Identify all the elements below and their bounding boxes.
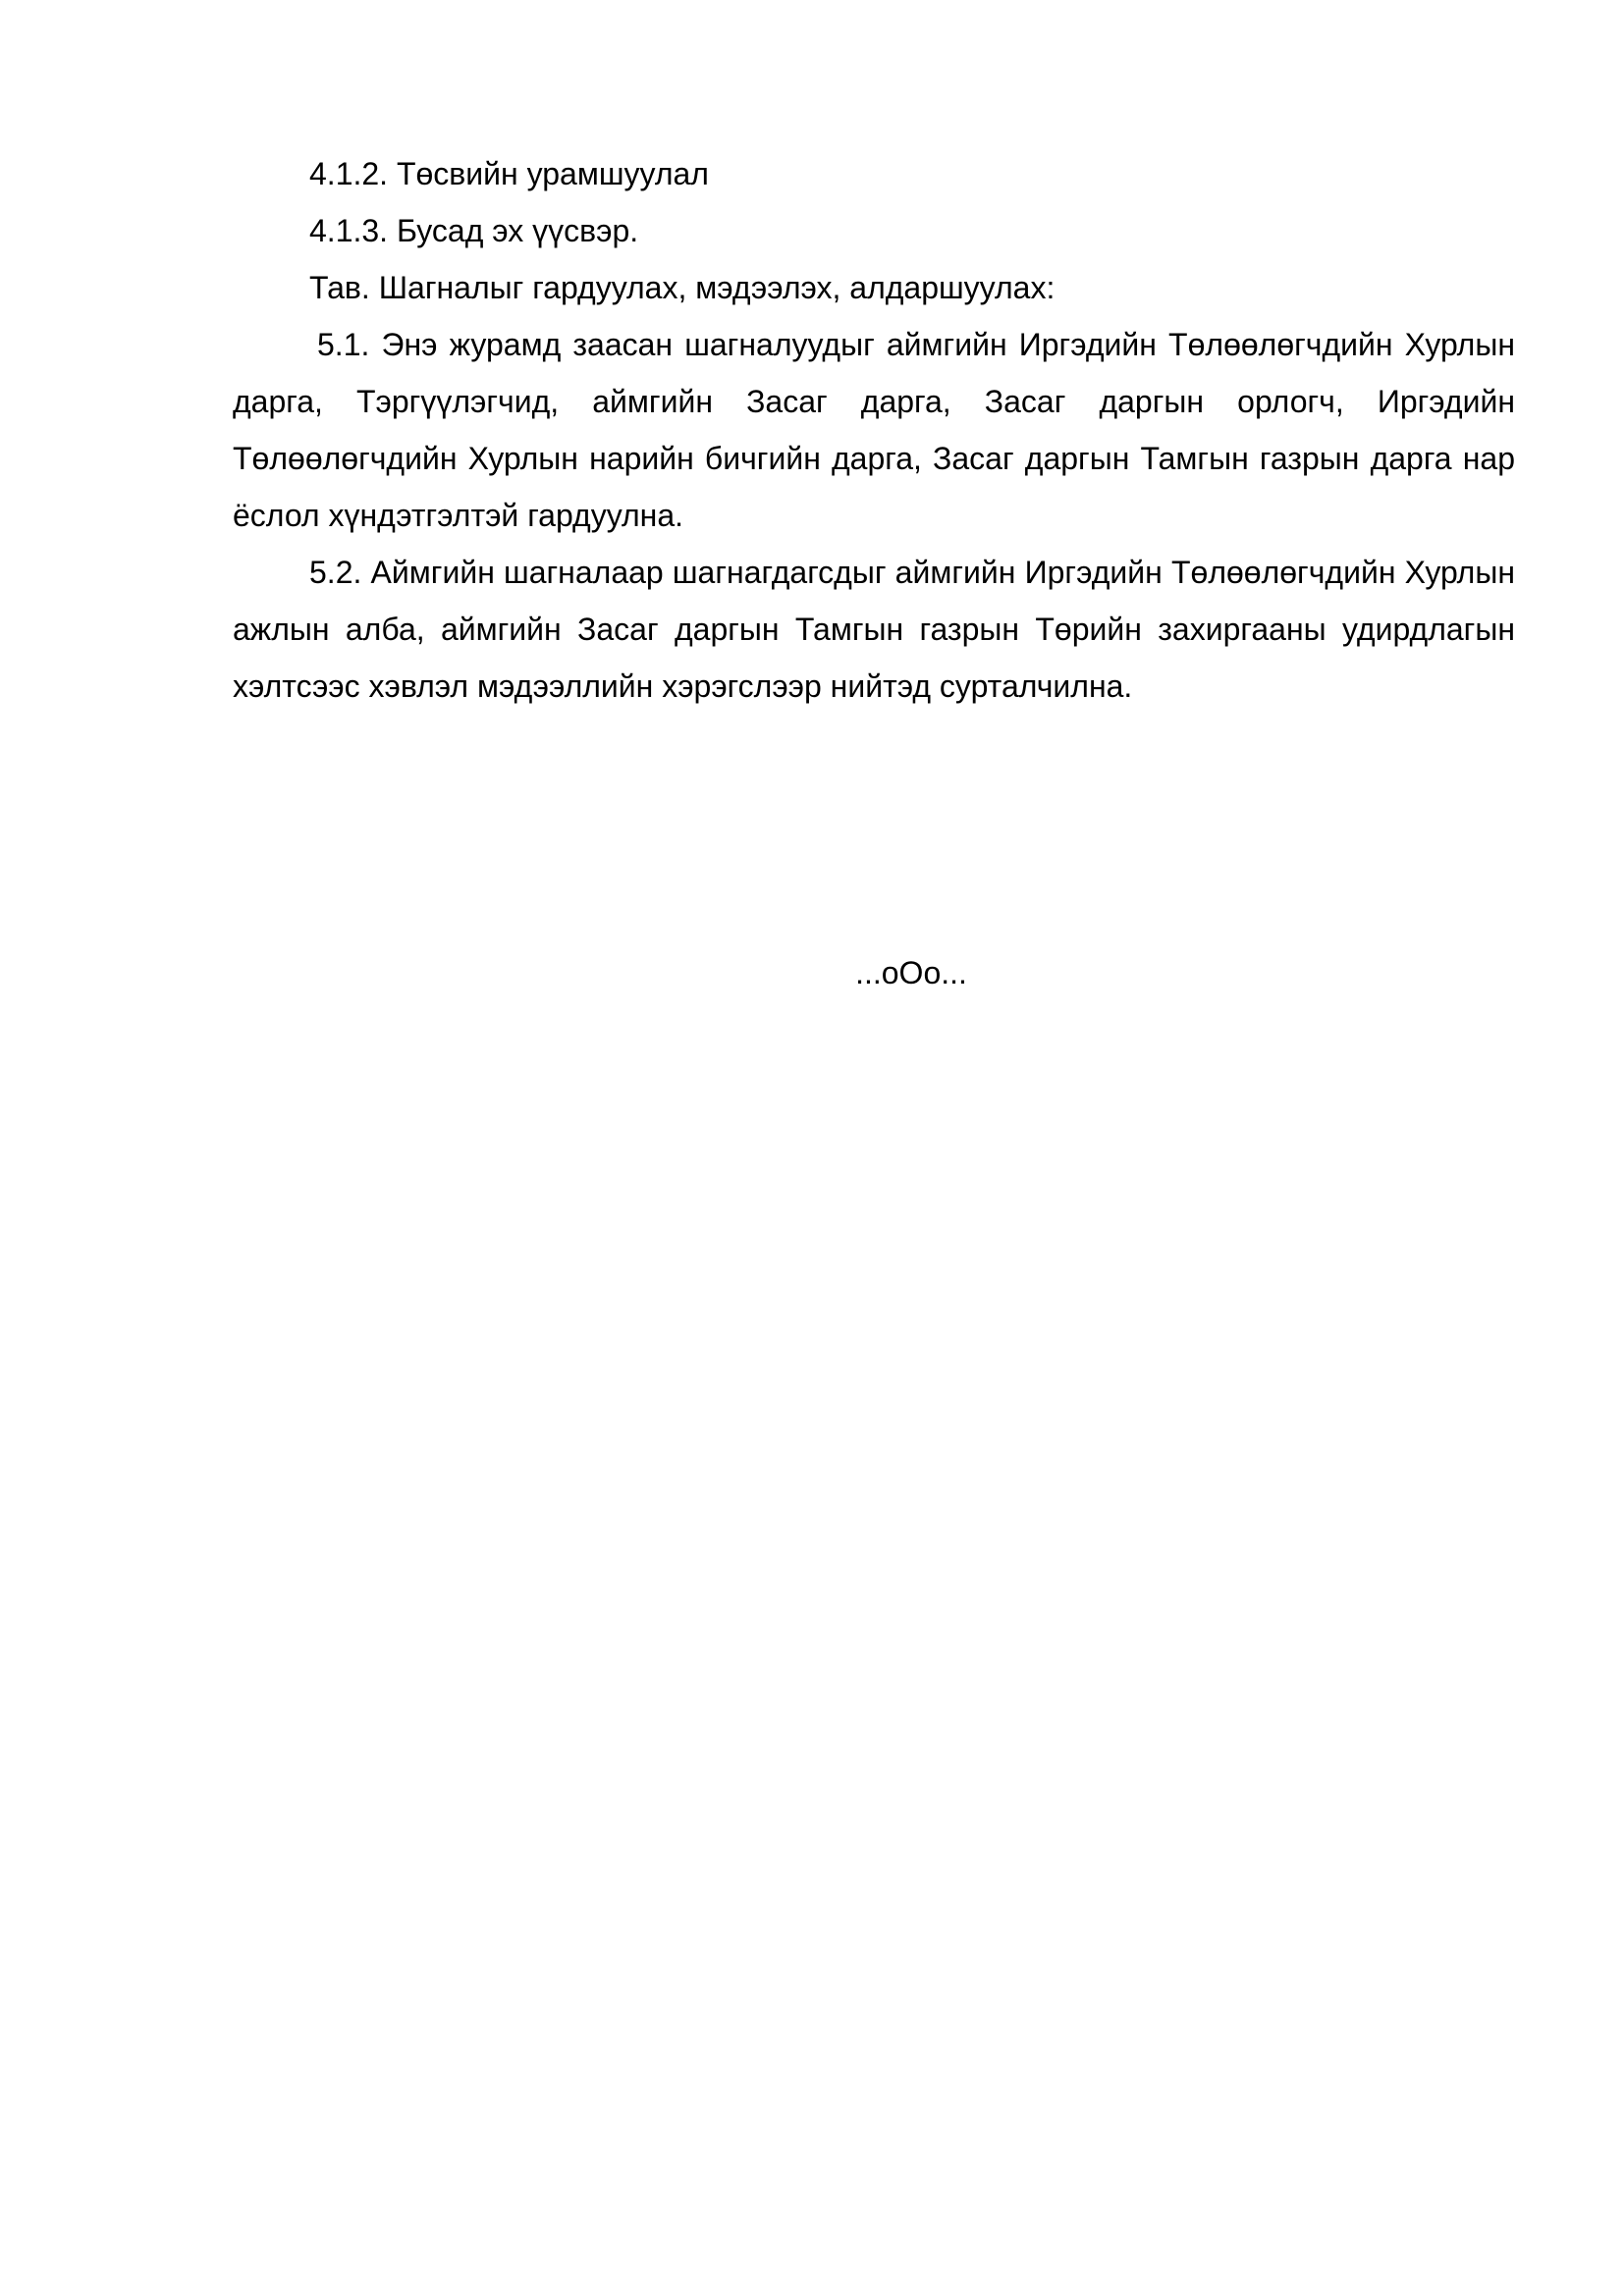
paragraph-5-1: 5.1. Энэ журамд заасан шагналуудыг аймгийн Иргэдийн Төлөөлөгчдийн Хурлын дарга, Тэргүүлэгчид, аймгийн Засаг дарга, Засаг даргын орлогч, Иргэдийн Төлөөлөгчдийн Хурлын нарийн бичгийн дарга, Засаг даргын Тамгын газрын дарга нар ёслол хүндэтгэлтэй гардуулна. xyxy=(233,327,1515,533)
document-body xyxy=(233,145,1515,715)
paragraph-4-1-3: 4.1.3. Бусад эх үүсвэр. xyxy=(309,213,639,248)
document-end-mark: ...oOo... xyxy=(855,955,967,990)
paragraph-5-2: 5.2. Аймгийн шагналаар шагнагдагсдыг аймгийн Иргэдийн Төлөөлөгчдийн Хурлын ажлын алба, аймгийн Засаг даргын Тамгын газрын Төрийн захиргааны удирдлагын хэлтсээс хэвлэл мэдээллийн хэрэгслээр нийтэд сурталчилна. xyxy=(233,555,1515,704)
section-5-heading: Тав. Шагналыг гардуулах, мэдээлэх, алдаршуулах: xyxy=(309,270,1056,305)
paragraph-4-1-2: 4.1.2. Төсвийн урамшуулал xyxy=(309,156,709,191)
